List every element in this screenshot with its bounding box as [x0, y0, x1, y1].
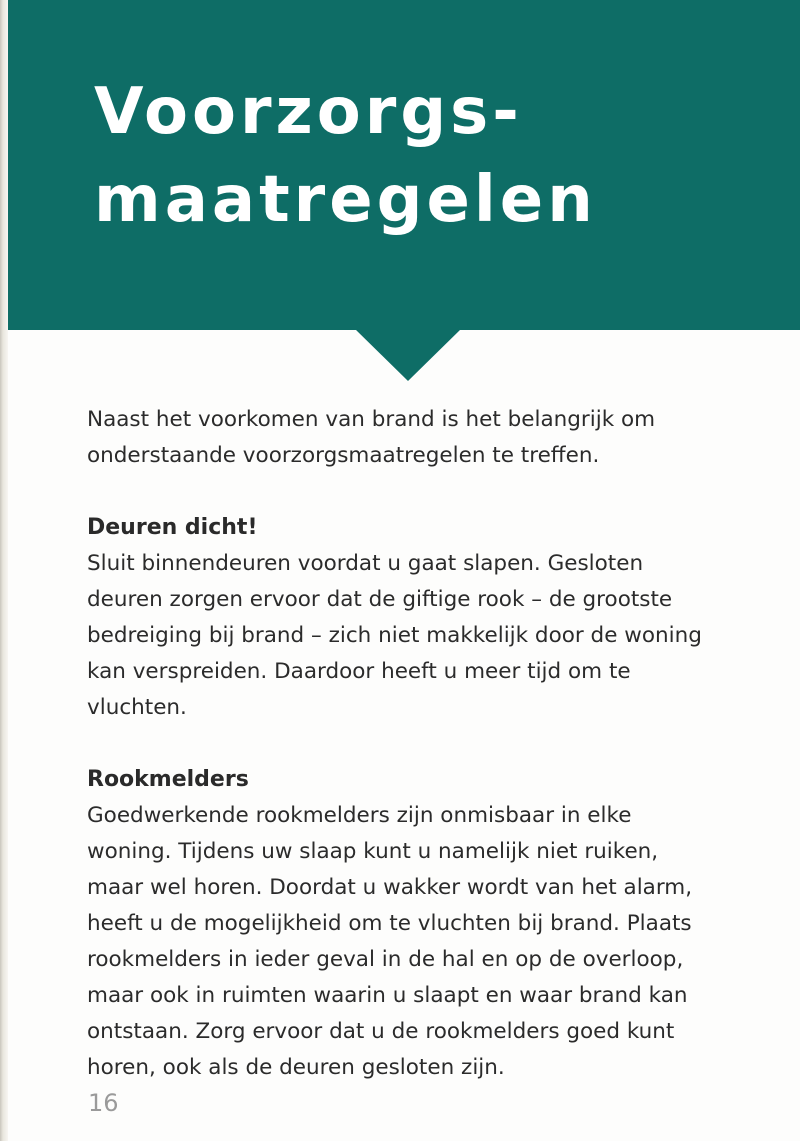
paragraph-line: ontstaan. Zorg ervoor dat u de rookmelders goed kunt [87, 1019, 675, 1044]
paragraph-line: Goedwerkende rookmelders zijn onmisbaar in elke [87, 803, 632, 828]
paragraph-line: woning. Tijdens uw slaap kunt u namelijk niet ruiken, [87, 839, 659, 864]
page-title [94, 68, 597, 244]
page-number: 16 [88, 1089, 119, 1117]
banner-pointer-triangle [355, 329, 461, 381]
paragraph-line: bedreiging bij brand – zich niet makkelijk door de woning [87, 623, 702, 648]
paragraph-line: deuren zorgen ervoor dat de giftige rook – de grootste [87, 587, 673, 612]
section-heading: Rookmelders [87, 767, 249, 792]
paragraph-line: horen, ook als de deuren gesloten zijn. [87, 1055, 505, 1080]
paragraph-line: heeft u de mogelijkheid om te vluchten bij brand. Plaats [87, 911, 692, 936]
section-rookmelders [87, 762, 747, 1086]
paragraph-line: maar ook in ruimten waarin u slaapt en waar brand kan [87, 983, 688, 1008]
section-deuren-dicht [87, 510, 747, 726]
paragraph-line: rookmelders in ieder geval in de hal en op de overloop, [87, 947, 684, 972]
page-edge [0, 0, 8, 1141]
page-title-line-1: Voorzorgs- [94, 75, 523, 149]
paragraph-line: vluchten. [87, 695, 187, 720]
section-paragraph [87, 546, 747, 726]
section-paragraph [87, 798, 747, 1086]
section-heading: Deuren dicht! [87, 515, 258, 540]
intro-paragraph [87, 402, 747, 474]
paragraph-line: maar wel horen. Doordat u wakker wordt van het alarm, [87, 875, 693, 900]
title-banner [8, 0, 800, 330]
intro-line: onderstaande voorzorgsmaatregelen te treffen. [87, 443, 600, 468]
intro-line: Naast het voorkomen van brand is het belangrijk om [87, 407, 656, 432]
paragraph-line: kan verspreiden. Daardoor heeft u meer tijd om te [87, 659, 631, 684]
body-text [87, 402, 747, 1086]
page-title-line-2: maatregelen [94, 163, 597, 237]
paragraph-line: Sluit binnendeuren voordat u gaat slapen. Gesloten [87, 551, 644, 576]
